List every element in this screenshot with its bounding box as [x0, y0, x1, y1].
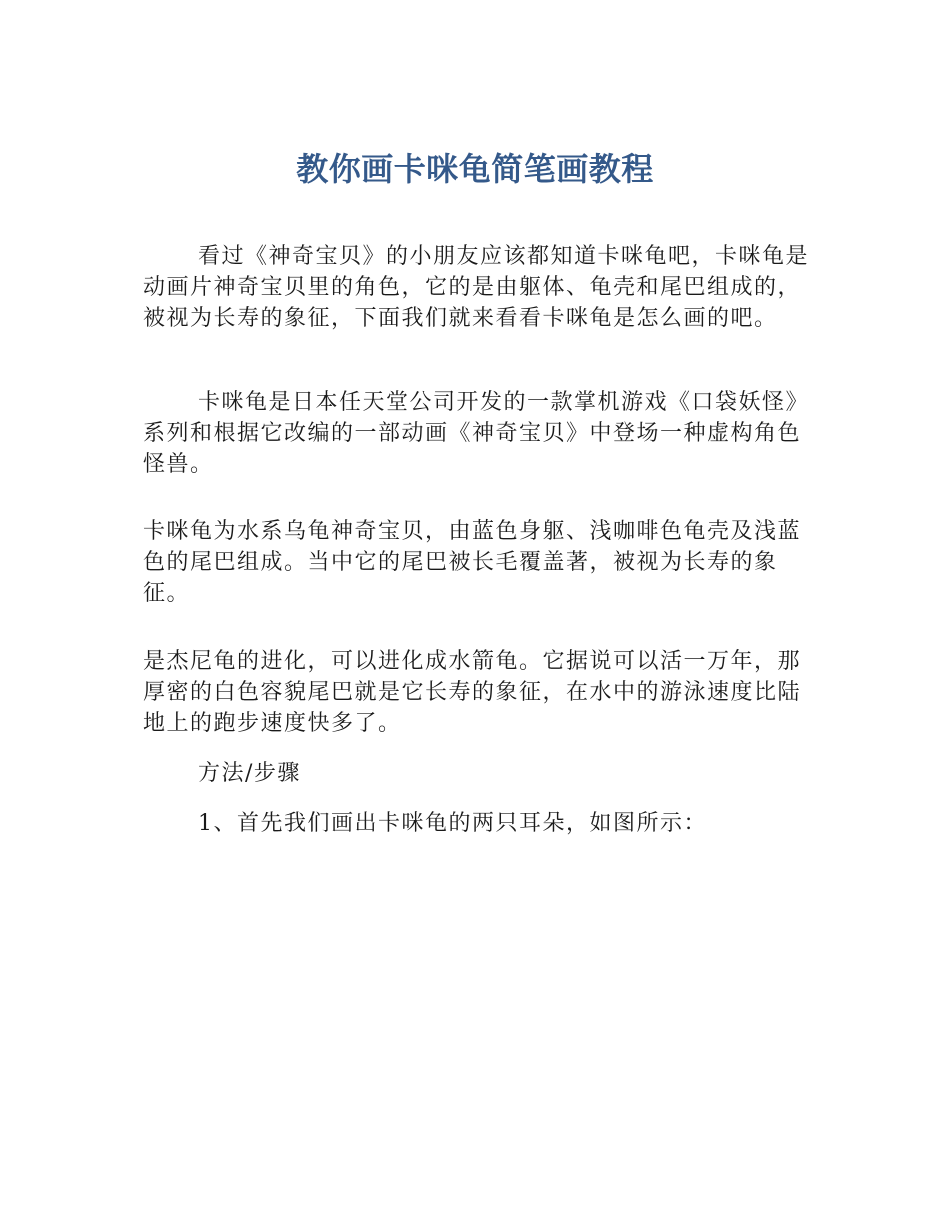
document-title: 教你画卡咪龟简笔画教程 [296, 150, 654, 188]
intro-paragraph: 看过《神奇宝贝》的小朋友应该都知道卡咪龟吧，卡咪龟是动画片神奇宝贝里的角色，它的是由躯体、龟壳和尾巴组成的，被视为长寿的象征，下面我们就来看看卡咪龟是怎么画的吧。 [143, 244, 810, 331]
description-paragraph: 卡咪龟为水系乌龟神奇宝贝，由蓝色身躯、浅咖啡色龟壳及浅蓝色的尾巴组成。当中它的尾巴被长毛覆盖著，被视为长寿的象征。 [143, 519, 802, 606]
step-1-paragraph: 1、首先我们画出卡咪龟的两只耳朵，如图所示： [198, 811, 707, 836]
method-heading: 方法/步骤 [198, 761, 301, 786]
origin-paragraph: 卡咪龟是日本任天堂公司开发的一款掌机游戏《口袋妖怪》系列和根据它改编的一部动画《神奇宝贝》中登场一种虚构角色怪兽。 [143, 390, 810, 477]
evolution-paragraph: 是杰尼龟的进化，可以进化成水箭龟。它据说可以活一万年，那厚密的白色容貌尾巴就是它长寿的象征，在水中的游泳速度比陆地上的跑步速度快多了。 [143, 649, 802, 736]
